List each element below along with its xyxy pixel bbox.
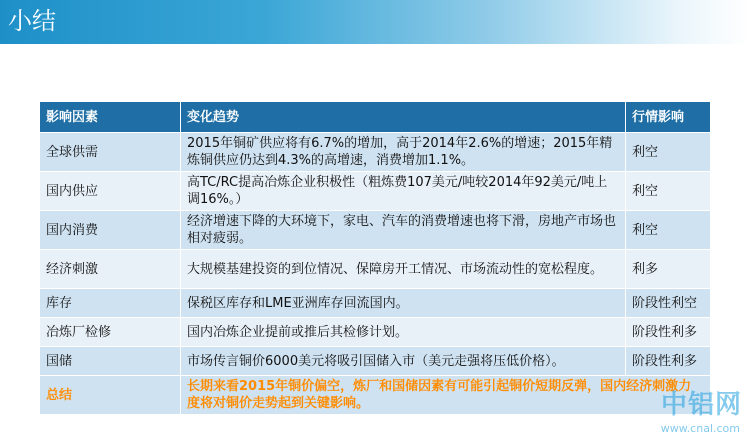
summary-label: 总结 [40, 376, 181, 415]
impact-cell: 阶段性利多 [626, 347, 711, 376]
header-factor: 影响因素 [40, 102, 181, 133]
table-row [40, 347, 711, 376]
factor-cell: 国储 [40, 347, 181, 376]
table-row [40, 250, 711, 289]
table-row [40, 133, 711, 172]
factor-cell: 全球供需 [40, 133, 181, 172]
summary-row [40, 376, 711, 415]
summary-table [39, 101, 711, 415]
table-header-row [40, 102, 711, 133]
trend-cell: 市场传言铜价6000美元将吸引国储入市（美元走强将压低价格）。 [181, 347, 626, 376]
trend-cell: 大规模基建投资的到位情况、保障房开工情况、市场流动性的宽松程度。 [181, 250, 626, 289]
page-title: 小结 [8, 7, 56, 35]
table-row [40, 172, 711, 211]
factor-cell: 经济刺激 [40, 250, 181, 289]
factor-cell: 国内供应 [40, 172, 181, 211]
impact-cell: 阶段性利多 [626, 318, 711, 347]
factor-cell: 冶炼厂检修 [40, 318, 181, 347]
title-bar [0, 0, 750, 44]
impact-cell: 利空 [626, 211, 711, 250]
table-row [40, 211, 711, 250]
table-row [40, 318, 711, 347]
impact-cell: 利多 [626, 250, 711, 289]
trend-cell: 高TC/RC提高冶炼企业积极性（粗炼费107美元/吨较2014年92美元/吨上调16%。） [181, 172, 626, 211]
impact-cell: 阶段性利空 [626, 289, 711, 318]
summary-text: 长期来看2015年铜价偏空，炼厂和国储因素有可能引起铜价短期反弹，国内经济刺激力度将对铜价走势起到关键影响。 [181, 376, 711, 415]
header-trend: 变化趋势 [181, 102, 626, 133]
impact-cell: 利空 [626, 133, 711, 172]
table-row [40, 289, 711, 318]
trend-cell: 2015年铜矿供应将有6.7%的增加，高于2014年2.6%的增速；2015年精炼铜供应仍达到4.3%的高增速，消费增加1.1%。 [181, 133, 626, 172]
impact-cell: 利空 [626, 172, 711, 211]
factor-cell: 国内消费 [40, 211, 181, 250]
trend-cell: 经济增速下降的大环境下，家电、汽车的消费增速也将下滑，房地产市场也相对疲弱。 [181, 211, 626, 250]
trend-cell: 国内冶炼企业提前或推后其检修计划。 [181, 318, 626, 347]
factor-cell: 库存 [40, 289, 181, 318]
watermark-url: www.cnal.com [660, 422, 740, 435]
trend-cell: 保税区库存和LME亚洲库存回流国内。 [181, 289, 626, 318]
header-impact: 行情影响 [626, 102, 711, 133]
watermark-logo: 中铝网 [660, 390, 742, 420]
